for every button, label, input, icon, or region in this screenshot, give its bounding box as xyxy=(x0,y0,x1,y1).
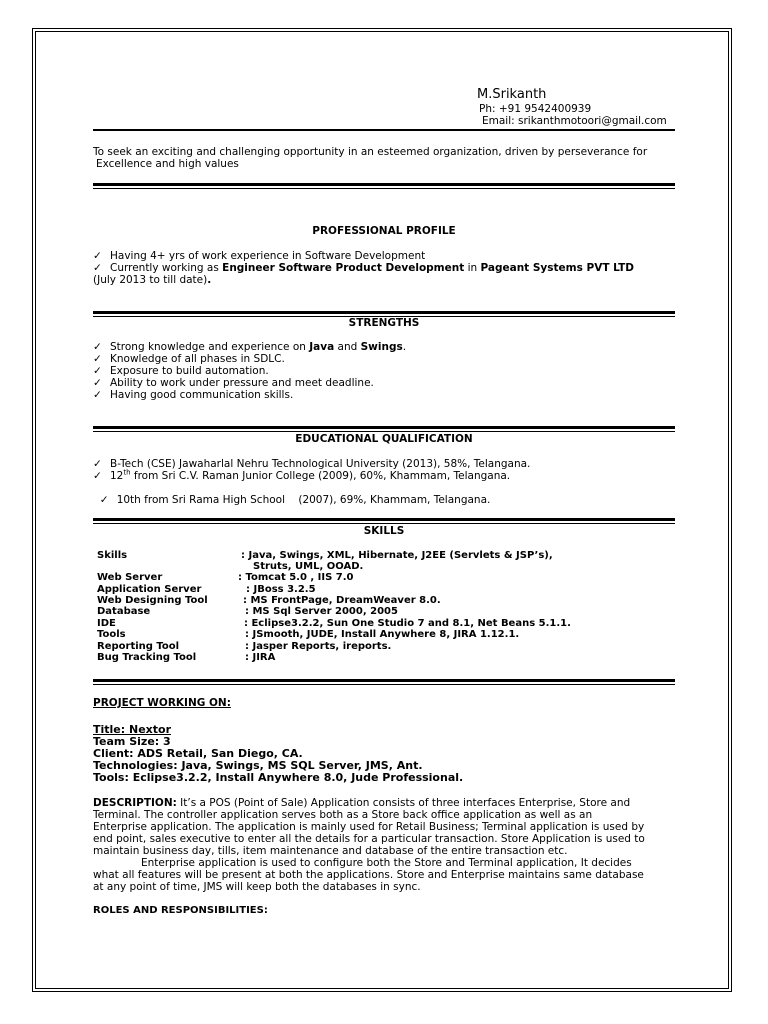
check-icon: ✓ xyxy=(93,341,102,353)
section-divider-education xyxy=(93,518,675,524)
project-client: Client: ADS Retail, San Diego, CA. xyxy=(93,747,303,760)
skill-value-web-server: : Tomcat 5.0 , IIS 7.0 xyxy=(238,572,354,583)
profile-item-2-dates: (July 2013 to till date). xyxy=(93,274,212,286)
skills-heading: SKILLS xyxy=(363,525,405,537)
project-tools: Tools: Eclipse3.2.2, Install Anywhere 8.0, Jude Professional. xyxy=(93,771,464,784)
education-item-1: ✓ B-Tech (CSE) Jawaharlal Nehru Technological University (2013), 58%, Telangana. xyxy=(93,458,531,470)
check-icon: ✓ xyxy=(93,262,102,274)
section-divider-objective xyxy=(93,183,675,189)
skill-value-bug-tracking: : JIRA xyxy=(245,652,276,663)
section-divider-strengths xyxy=(93,426,675,432)
check-icon: ✓ xyxy=(93,470,102,482)
skill-value-tools: : JSmooth, JUDE, Install Anywhere 8, JIRA 1.12.1. xyxy=(245,629,520,640)
skill-label-bug-tracking: Bug Tracking Tool xyxy=(97,652,197,663)
strength-item-5: ✓ Having good communication skills. xyxy=(93,389,294,401)
skill-value-app-server: : JBoss 3.2.5 xyxy=(246,584,316,595)
skill-label-web-design: Web Designing Tool xyxy=(97,595,208,606)
description-line-8: at any point of time, JMS will keep both the databases in sync. xyxy=(93,881,421,893)
objective-line-2: Excellence and high values xyxy=(96,158,239,170)
project-team-size: Team Size: 3 xyxy=(93,735,171,748)
skill-label-app-server: Application Server xyxy=(97,584,202,595)
check-icon: ✓ xyxy=(93,353,102,365)
check-icon: ✓ xyxy=(93,377,102,389)
strength-item-3: ✓ Exposure to build automation. xyxy=(93,365,269,377)
profile-heading: PROFESSIONAL PROFILE xyxy=(312,225,456,237)
strength-item-4: ✓ Ability to work under pressure and meet deadline. xyxy=(93,377,374,389)
description-line-5: maintain business day, tills, item maintenance and database of the entire transaction etc. xyxy=(93,845,568,857)
check-icon: ✓ xyxy=(93,250,102,262)
education-heading: EDUCATIONAL QUALIFICATION xyxy=(295,433,473,445)
education-item-2: ✓ 12th from Sri C.V. Raman Junior College (2009), 60%, Khammam, Telangana. xyxy=(93,468,511,482)
skill-value-skills-cont: Struts, UML, OOAD. xyxy=(253,561,364,572)
roles-heading: ROLES AND RESPONSIBILITIES: xyxy=(93,905,268,916)
education-item-3: ✓ 10th from Sri Rama High School (2007), 69%, Khammam, Telangana. xyxy=(99,494,491,506)
description-line-6: Enterprise application is used to configure both the Store and Terminal application, It decides xyxy=(141,857,632,869)
skill-label-tools: Tools xyxy=(97,629,126,640)
candidate-name: M.Srikanth xyxy=(477,87,547,102)
profile-item-1: ✓ Having 4+ yrs of work experience in Software Development xyxy=(93,250,426,262)
description-line-3: Enterprise application. The application is mainly used for Retail Business; Terminal application is used by xyxy=(93,821,645,833)
skill-label-ide: IDE xyxy=(97,618,116,629)
candidate-email: Email: srikanthmotoori@gmail.com xyxy=(482,115,667,127)
check-icon: ✓ xyxy=(93,365,102,377)
project-technologies: Technologies: Java, Swings, MS SQL Server, JMS, Ant. xyxy=(93,759,423,772)
description-line-7: what all features will be present at both the applications. Store and Enterprise maintains same database xyxy=(93,869,644,881)
section-divider-skills xyxy=(93,679,675,685)
skill-value-database: : MS Sql Server 2000, 2005 xyxy=(245,606,398,617)
strength-item-2: ✓ Knowledge of all phases in SDLC. xyxy=(93,353,285,365)
strength-item-1: ✓ Strong knowledge and experience on Java and Swings. xyxy=(93,341,407,353)
skill-value-web-design: : MS FrontPage, DreamWeaver 8.0. xyxy=(243,595,441,606)
candidate-phone: Ph: +91 9542400939 xyxy=(479,103,592,115)
description-line-1: DESCRIPTION: It’s a POS (Point of Sale) Application consists of three interfaces Enterprise, Store and xyxy=(93,797,631,809)
skill-value-reporting: : Jasper Reports, ireports. xyxy=(245,641,392,652)
check-icon: ✓ xyxy=(93,458,102,470)
objective-line-1: To seek an exciting and challenging opportunity in an esteemed organization, driven by perseverance for xyxy=(93,146,648,158)
skill-label-skills: Skills xyxy=(97,550,128,561)
skill-value-skills: : Java, Swings, XML, Hibernate, J2EE (Servlets & JSP’s), xyxy=(241,550,553,561)
skill-label-reporting: Reporting Tool xyxy=(97,641,180,652)
skill-value-ide: : Eclipse3.2.2, Sun One Studio 7 and 8.1, Net Beans 5.1.1. xyxy=(244,618,571,629)
skill-label-database: Database xyxy=(97,606,151,617)
header-divider xyxy=(93,129,675,131)
description-line-2: Terminal. The controller application serves both as a Store back office application as well as an xyxy=(93,809,593,821)
project-title: Title: Nextor xyxy=(93,723,171,736)
description-line-4: end point, sales executive to enter all the details for a particular transaction. Store Application is used to xyxy=(93,833,645,845)
check-icon: ✓ xyxy=(93,389,102,401)
skill-label-web-server: Web Server xyxy=(97,572,163,583)
project-heading: PROJECT WORKING ON: xyxy=(93,697,231,709)
strengths-heading: STRENGTHS xyxy=(348,317,420,329)
check-icon: ✓ xyxy=(99,494,109,506)
profile-item-2: ✓ Currently working as Engineer Software Product Development in Pageant Systems PVT LTD xyxy=(93,262,634,274)
